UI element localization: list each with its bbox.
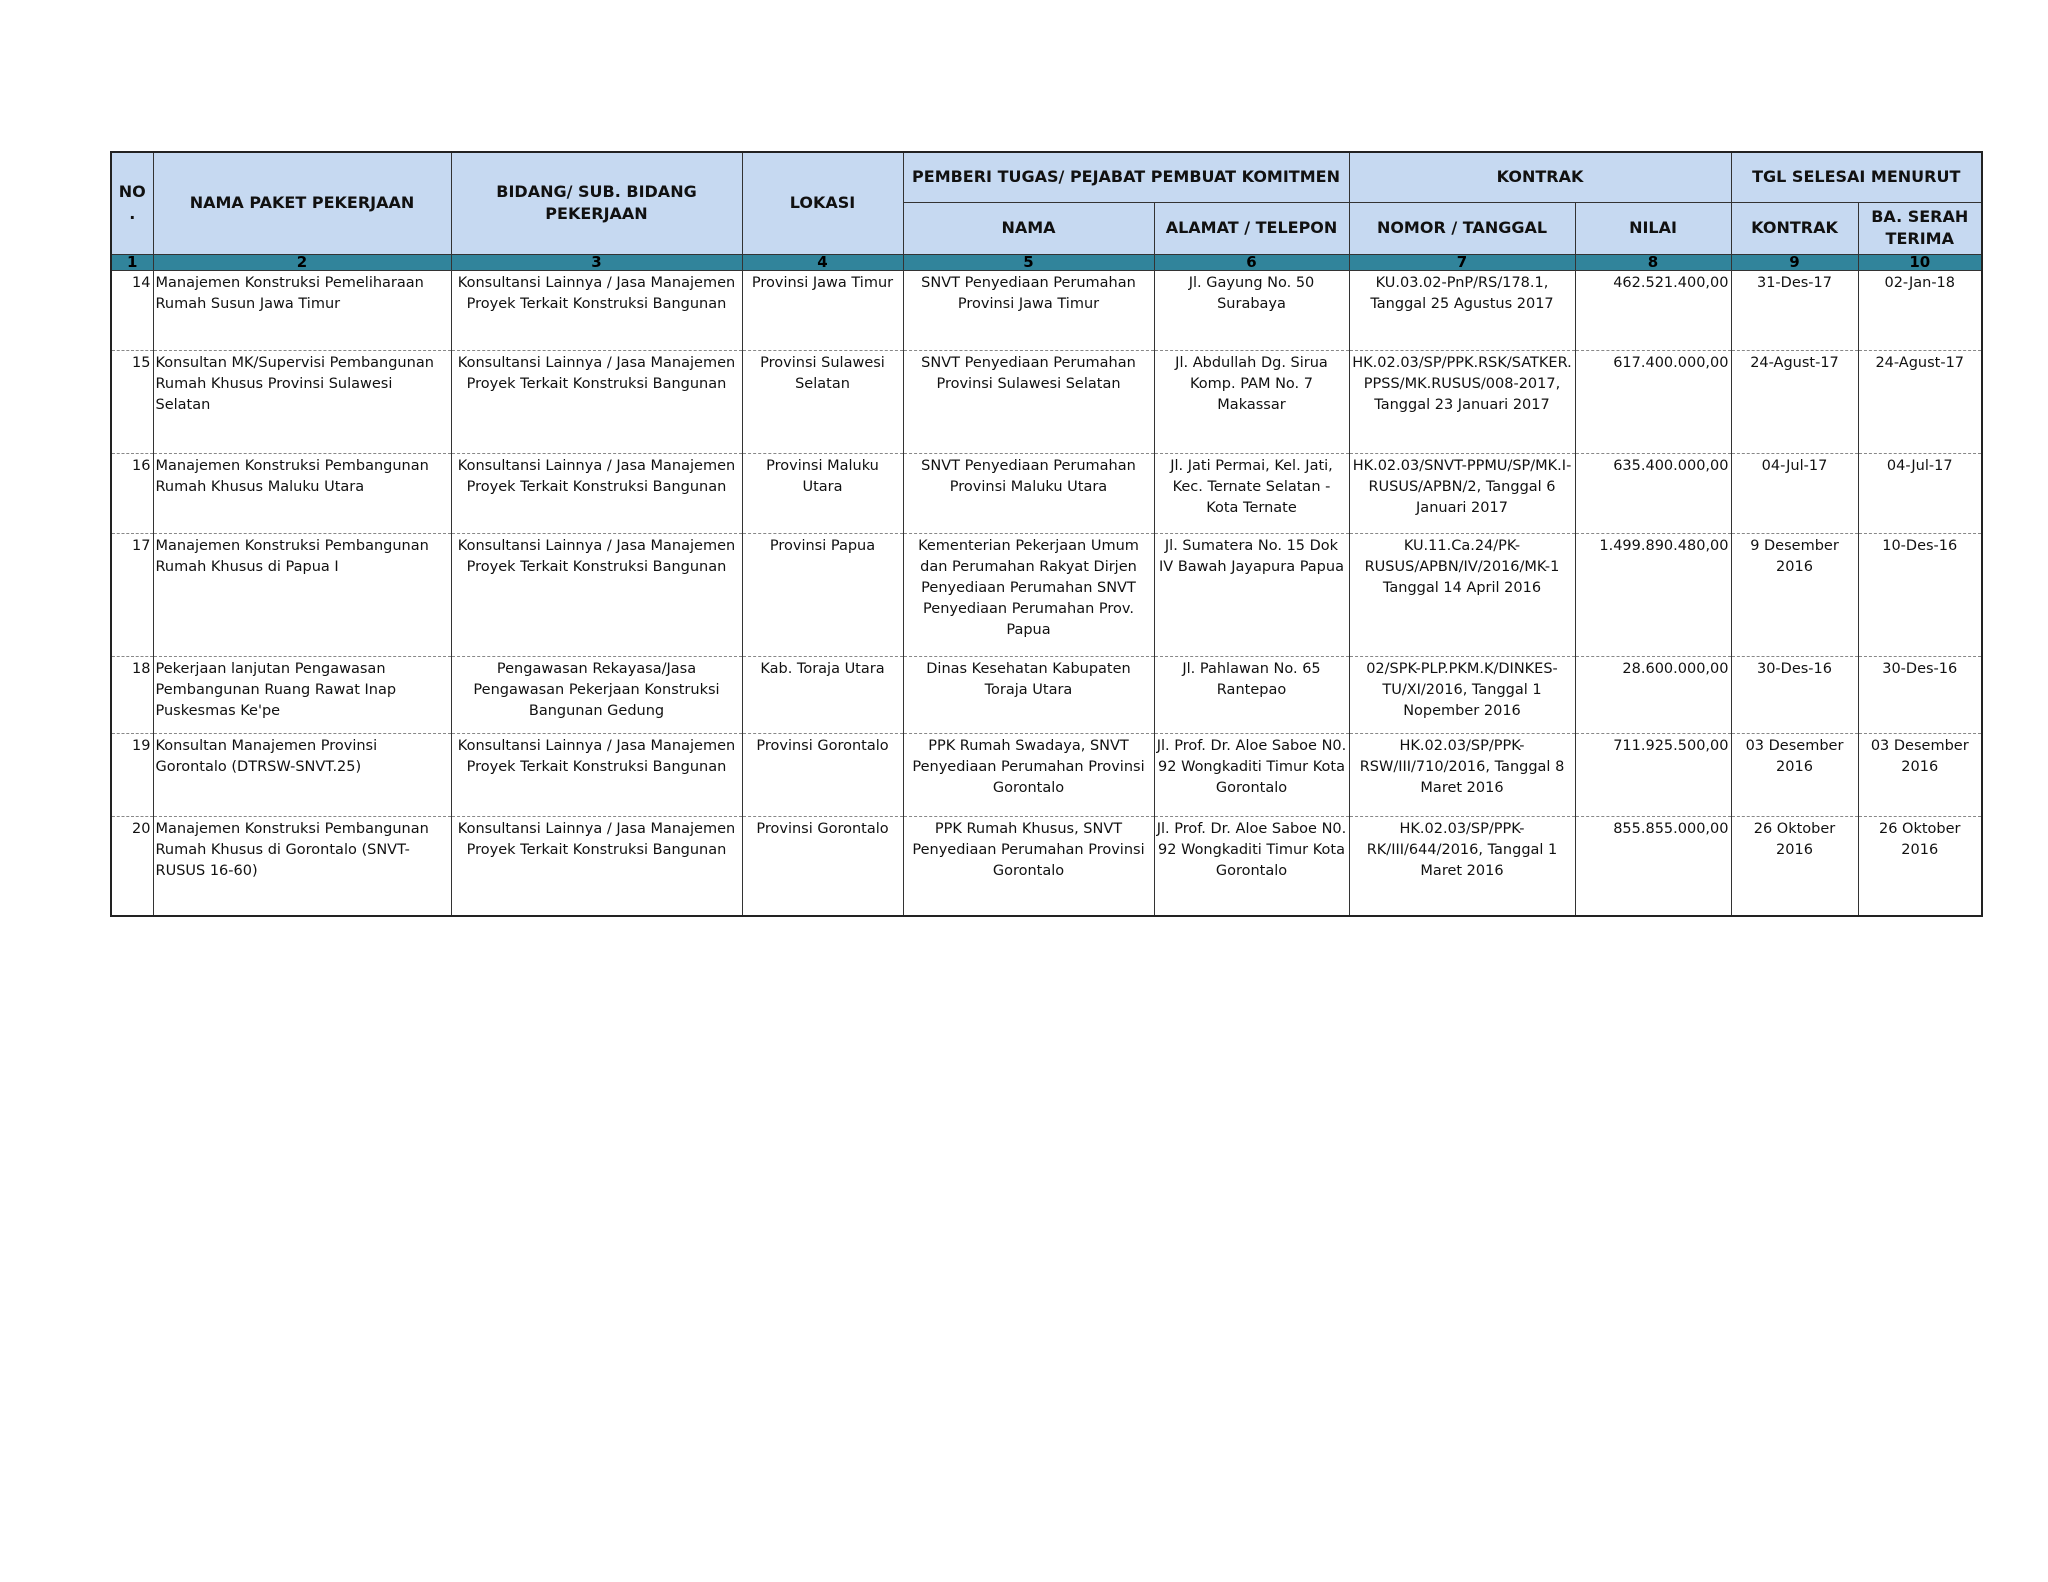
cell-kontrak-date: 24-Agust-17 [1731, 350, 1858, 453]
cell-no: 20 [111, 816, 153, 916]
cell-lokasi: Provinsi Gorontalo [742, 816, 903, 916]
column-number: 8 [1575, 254, 1731, 270]
header-bidang: BIDANG/ SUB. BIDANG PEKERJAAN [451, 152, 742, 254]
cell-ba-serah-terima: 03 Desember 2016 [1858, 733, 1982, 816]
cell-nama: Dinas Kesehatan Kabupaten Toraja Utara [903, 656, 1154, 733]
cell-nama-paket: Konsultan Manajemen Provinsi Gorontalo (DTRSW-SNVT.25) [153, 733, 451, 816]
cell-nama-paket: Manajemen Konstruksi Pembangunan Rumah Khusus di Gorontalo (SNVT-RUSUS 16-60) [153, 816, 451, 916]
cell-nama-paket: Pekerjaan lanjutan Pengawasan Pembangunan Ruang Rawat Inap Puskesmas Ke'pe [153, 656, 451, 733]
cell-nilai: 635.400.000,00 [1575, 453, 1731, 533]
cell-alamat: Jl. Sumatera No. 15 Dok IV Bawah Jayapura Papua [1154, 533, 1349, 656]
cell-nama-paket: Manajemen Konstruksi Pembangunan Rumah Khusus di Papua I [153, 533, 451, 656]
cell-ba-serah-terima: 02-Jan-18 [1858, 270, 1982, 350]
cell-nama: SNVT Penyediaan Perumahan Provinsi Sulawesi Selatan [903, 350, 1154, 453]
cell-nilai: 711.925.500,00 [1575, 733, 1731, 816]
cell-alamat: Jl. Gayung No. 50 Surabaya [1154, 270, 1349, 350]
table-row [111, 816, 1982, 916]
column-number: 1 [111, 254, 153, 270]
cell-nilai: 462.521.400,00 [1575, 270, 1731, 350]
table-row [111, 533, 1982, 656]
cell-lokasi: Provinsi Papua [742, 533, 903, 656]
cell-bidang: Konsultansi Lainnya / Jasa Manajemen Proyek Terkait Konstruksi Bangunan [451, 350, 742, 453]
cell-ba-serah-terima: 24-Agust-17 [1858, 350, 1982, 453]
cell-kontrak-date: 31-Des-17 [1731, 270, 1858, 350]
column-number-row [111, 254, 1982, 270]
column-number: 5 [903, 254, 1154, 270]
column-number: 4 [742, 254, 903, 270]
cell-lokasi: Provinsi Gorontalo [742, 733, 903, 816]
cell-ba-serah-terima: 04-Jul-17 [1858, 453, 1982, 533]
cell-nomor-tanggal: HK.02.03/SNVT-PPMU/SP/MK.I-RUSUS/APBN/2, Tanggal 6 Januari 2017 [1349, 453, 1575, 533]
cell-nama-paket: Manajemen Konstruksi Pembangunan Rumah Khusus Maluku Utara [153, 453, 451, 533]
cell-nama-paket: Konsultan MK/Supervisi Pembangunan Rumah Khusus Provinsi Sulawesi Selatan [153, 350, 451, 453]
experience-table [110, 151, 1983, 917]
cell-nomor-tanggal: HK.02.03/SP/PPK.RSK/SATKER.PPSS/MK.RUSUS/008-2017, Tanggal 23 Januari 2017 [1349, 350, 1575, 453]
header-tgl-selesai: TGL SELESAI MENURUT [1731, 152, 1982, 202]
table-row [111, 656, 1982, 733]
header-kontrak-date: KONTRAK [1731, 202, 1858, 254]
cell-nama: PPK Rumah Khusus, SNVT Penyediaan Perumahan Provinsi Gorontalo [903, 816, 1154, 916]
cell-no: 16 [111, 453, 153, 533]
cell-nomor-tanggal: HK.02.03/SP/PPK-RK/III/644/2016, Tanggal 1 Maret 2016 [1349, 816, 1575, 916]
cell-kontrak-date: 04-Jul-17 [1731, 453, 1858, 533]
cell-no: 14 [111, 270, 153, 350]
cell-lokasi: Provinsi Jawa Timur [742, 270, 903, 350]
cell-lokasi: Provinsi Sulawesi Selatan [742, 350, 903, 453]
cell-bidang: Konsultansi Lainnya / Jasa Manajemen Proyek Terkait Konstruksi Bangunan [451, 533, 742, 656]
table-header [111, 152, 1982, 270]
table-row [111, 350, 1982, 453]
cell-nama: SNVT Penyediaan Perumahan Provinsi Jawa Timur [903, 270, 1154, 350]
header-pemberi-tugas: PEMBERI TUGAS/ PEJABAT PEMBUAT KOMITMEN [903, 152, 1349, 202]
header-alamat: ALAMAT / TELEPON [1154, 202, 1349, 254]
header-nama-paket: NAMA PAKET PEKERJAAN [153, 152, 451, 254]
cell-nama: SNVT Penyediaan Perumahan Provinsi Maluku Utara [903, 453, 1154, 533]
cell-kontrak-date: 26 Oktober 2016 [1731, 816, 1858, 916]
column-number: 2 [153, 254, 451, 270]
cell-alamat: Jl. Jati Permai, Kel. Jati, Kec. Ternate Selatan - Kota Ternate [1154, 453, 1349, 533]
cell-nama-paket: Manajemen Konstruksi Pemeliharaan Rumah Susun Jawa Timur [153, 270, 451, 350]
cell-no: 19 [111, 733, 153, 816]
cell-nilai: 1.499.890.480,00 [1575, 533, 1731, 656]
table-row [111, 453, 1982, 533]
cell-lokasi: Provinsi Maluku Utara [742, 453, 903, 533]
header-nomor-tanggal: NOMOR / TANGGAL [1349, 202, 1575, 254]
column-number: 3 [451, 254, 742, 270]
cell-no: 15 [111, 350, 153, 453]
cell-nama: Kementerian Pekerjaan Umum dan Perumahan Rakyat Dirjen Penyediaan Perumahan SNVT Penyediaan Perumahan Prov. Papua [903, 533, 1154, 656]
column-number: 7 [1349, 254, 1575, 270]
cell-nomor-tanggal: KU.11.Ca.24/PK-RUSUS/APBN/IV/2016/MK-1 Tanggal 14 April 2016 [1349, 533, 1575, 656]
cell-ba-serah-terima: 30-Des-16 [1858, 656, 1982, 733]
cell-alamat: Jl. Prof. Dr. Aloe Saboe N0. 92 Wongkaditi Timur Kota Gorontalo [1154, 816, 1349, 916]
cell-kontrak-date: 03 Desember 2016 [1731, 733, 1858, 816]
cell-nama: PPK Rumah Swadaya, SNVT Penyediaan Perumahan Provinsi Gorontalo [903, 733, 1154, 816]
cell-nomor-tanggal: HK.02.03/SP/PPK-RSW/III/710/2016, Tanggal 8 Maret 2016 [1349, 733, 1575, 816]
header-ba-serah-terima: BA. SERAH TERIMA [1858, 202, 1982, 254]
cell-ba-serah-terima: 10-Des-16 [1858, 533, 1982, 656]
cell-bidang: Konsultansi Lainnya / Jasa Manajemen Proyek Terkait Konstruksi Bangunan [451, 453, 742, 533]
cell-ba-serah-terima: 26 Oktober 2016 [1858, 816, 1982, 916]
experience-table-sheet [110, 151, 1983, 917]
cell-no: 18 [111, 656, 153, 733]
table-row [111, 733, 1982, 816]
header-nilai: NILAI [1575, 202, 1731, 254]
cell-no: 17 [111, 533, 153, 656]
cell-kontrak-date: 9 Desember 2016 [1731, 533, 1858, 656]
cell-alamat: Jl. Prof. Dr. Aloe Saboe N0. 92 Wongkaditi Timur Kota Gorontalo [1154, 733, 1349, 816]
header-kontrak: KONTRAK [1349, 152, 1731, 202]
cell-bidang: Konsultansi Lainnya / Jasa Manajemen Proyek Terkait Konstruksi Bangunan [451, 270, 742, 350]
cell-nilai: 855.855.000,00 [1575, 816, 1731, 916]
cell-nomor-tanggal: KU.03.02-PnP/RS/178.1, Tanggal 25 Agustus 2017 [1349, 270, 1575, 350]
header-nama: NAMA [903, 202, 1154, 254]
column-number: 10 [1858, 254, 1982, 270]
cell-nomor-tanggal: 02/SPK-PLP.PKM.K/DINKES-TU/XI/2016, Tanggal 1 Nopember 2016 [1349, 656, 1575, 733]
column-number: 6 [1154, 254, 1349, 270]
cell-nilai: 617.400.000,00 [1575, 350, 1731, 453]
cell-bidang: Konsultansi Lainnya / Jasa Manajemen Proyek Terkait Konstruksi Bangunan [451, 733, 742, 816]
table-body [111, 270, 1982, 916]
table-row [111, 270, 1982, 350]
header-no: NO. [111, 152, 153, 254]
cell-bidang: Konsultansi Lainnya / Jasa Manajemen Proyek Terkait Konstruksi Bangunan [451, 816, 742, 916]
cell-bidang: Pengawasan Rekayasa/Jasa Pengawasan Pekerjaan Konstruksi Bangunan Gedung [451, 656, 742, 733]
cell-lokasi: Kab. Toraja Utara [742, 656, 903, 733]
cell-alamat: Jl. Pahlawan No. 65 Rantepao [1154, 656, 1349, 733]
cell-kontrak-date: 30-Des-16 [1731, 656, 1858, 733]
cell-alamat: Jl. Abdullah Dg. Sirua Komp. PAM No. 7 Makassar [1154, 350, 1349, 453]
cell-nilai: 28.600.000,00 [1575, 656, 1731, 733]
header-lokasi: LOKASI [742, 152, 903, 254]
column-number: 9 [1731, 254, 1858, 270]
